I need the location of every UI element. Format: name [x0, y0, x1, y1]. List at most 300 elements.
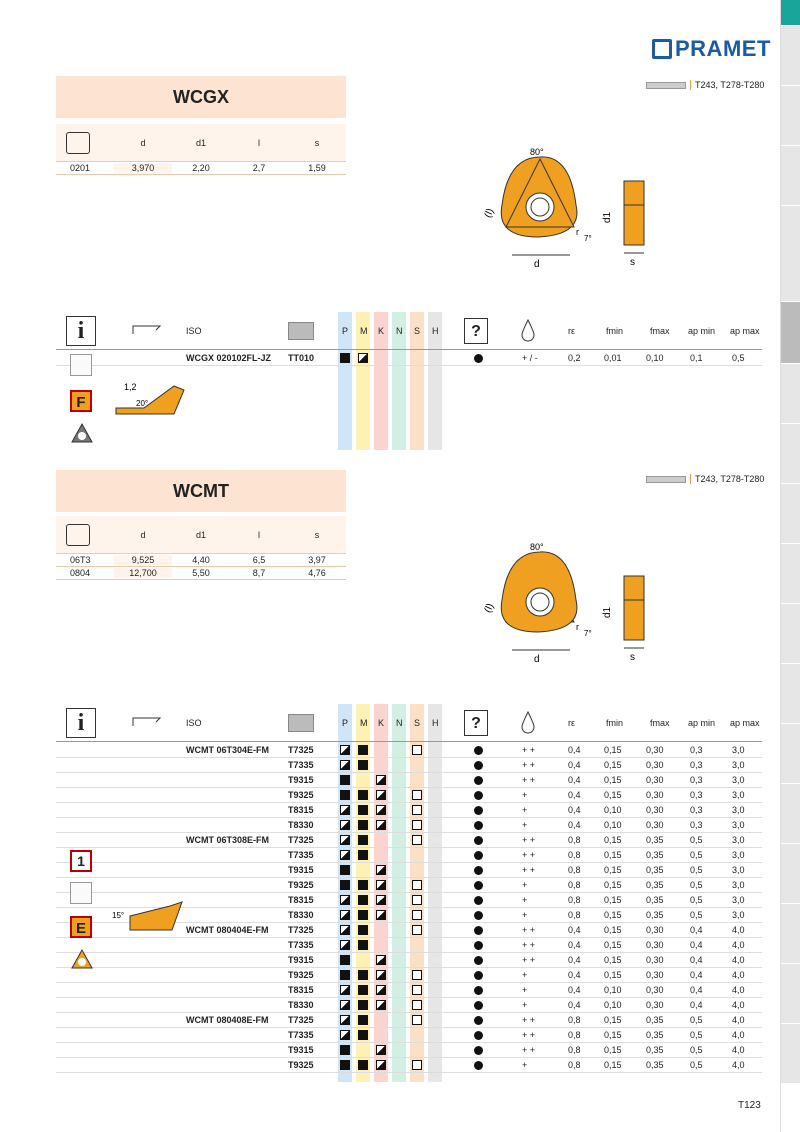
cell-fmin: 0,15: [604, 835, 622, 845]
suitability-mark-p: [340, 805, 350, 815]
cell-fmax: 0,35: [646, 1060, 664, 1070]
table-row: [56, 953, 762, 968]
finishing-icon: [70, 354, 92, 376]
coolant-drop-icon: [520, 318, 536, 342]
table-row: [56, 1058, 762, 1073]
chapter-tab[interactable]: [781, 86, 800, 146]
label-angle: 80°: [530, 147, 544, 157]
grade-texture-icon: [288, 322, 314, 340]
dimension-header: [56, 516, 346, 554]
toolholder-pages: T243, T278-T280: [695, 80, 765, 90]
cell-coat: +: [522, 1000, 528, 1010]
cell-coat: + +: [522, 1030, 536, 1040]
brand-name: PRAMET: [675, 36, 771, 61]
chapter-tab[interactable]: [781, 1024, 800, 1084]
header-m: M: [360, 326, 368, 336]
cell-fmax: 0,30: [646, 805, 664, 815]
dim-header-s: s: [314, 137, 320, 148]
recommended-dot: [474, 761, 483, 770]
dim-d1: 2,20: [192, 163, 210, 173]
suitability-mark-p: [340, 940, 350, 950]
suitability-mark-m: [358, 1030, 368, 1040]
cell-fmax: 0,30: [646, 970, 664, 980]
suitability-mark-p: [340, 880, 350, 890]
dim-header-d1: d1: [195, 137, 206, 148]
cell-iso: WCMT 06T304E-FM: [186, 745, 270, 755]
recommended-dot: [474, 1031, 483, 1040]
brand-logo: [652, 36, 771, 62]
cell-apmax: 4,0: [732, 1045, 745, 1055]
cell-grade: T8315: [288, 985, 314, 995]
dim-header-d: d: [140, 137, 146, 148]
label-angle: 80°: [530, 542, 544, 552]
header-m: M: [360, 718, 368, 728]
suitability-mark-k: [376, 775, 386, 785]
chapter-tab[interactable]: [781, 364, 800, 424]
cell-fmin: 0,15: [604, 895, 622, 905]
cell-apmax: 4,0: [732, 1015, 745, 1025]
header-p: P: [342, 718, 349, 728]
dim-d1: 5,50: [192, 568, 210, 578]
cell-apmax: 3,0: [732, 880, 745, 890]
cell-apmin: 0,3: [690, 820, 703, 830]
cell-apmin: 0,4: [690, 955, 703, 965]
recommended-dot: [474, 354, 483, 363]
cell-grade: T7325: [288, 1015, 314, 1025]
chapter-tab[interactable]: [781, 544, 800, 604]
brand-logo-icon: [652, 39, 672, 59]
recommended-dot: [474, 836, 483, 845]
header-iso: ISO: [186, 326, 202, 336]
suitability-mark-k: [376, 805, 386, 815]
cell-fmax: 0,35: [646, 865, 664, 875]
cell-fmin: 0,15: [604, 970, 622, 980]
cell-apmax: 3,0: [732, 865, 745, 875]
cell-apmin: 0,5: [690, 895, 703, 905]
suitability-mark-s: [412, 925, 422, 935]
dim-d1: 4,40: [192, 555, 210, 565]
dim-size: 0804: [70, 568, 91, 578]
suitability-mark-p: [340, 790, 350, 800]
label-relief: 7°: [584, 629, 592, 638]
cell-coat: + +: [522, 925, 536, 935]
cell-apmax: 0,5: [732, 353, 745, 363]
dim-s: 1,59: [308, 163, 326, 173]
dimension-header: [56, 124, 346, 162]
recommended-dot: [474, 941, 483, 950]
suitability-mark-k: [376, 1060, 386, 1070]
dimension-row: [56, 162, 346, 175]
dim-d: 9,525: [114, 555, 172, 565]
dim-header-l: l: [258, 529, 260, 540]
cell-iso: WCMT 080404E-FM: [186, 925, 269, 935]
cell-fmin: 0,15: [604, 1015, 622, 1025]
header-n: N: [396, 326, 403, 336]
header-fmin: fmin: [606, 326, 624, 336]
cell-apmax: 3,0: [732, 850, 745, 860]
suitability-mark-k: [376, 955, 386, 965]
cell-fmin: 0,15: [604, 910, 622, 920]
recommended-dot: [474, 1046, 483, 1055]
table-row: [56, 351, 762, 366]
suitability-mark-m: [358, 940, 368, 950]
cell-rc: 0,4: [568, 970, 581, 980]
cell-apmin: 0,3: [690, 745, 703, 755]
cell-apmax: 3,0: [732, 805, 745, 815]
chapter-tab[interactable]: [781, 604, 800, 664]
insert-drawing-wcgx: [478, 145, 678, 275]
suitability-mark-k: [376, 970, 386, 980]
cell-fmin: 0,15: [604, 1060, 622, 1070]
cell-apmax: 3,0: [732, 775, 745, 785]
suitability-mark-m: [358, 880, 368, 890]
suitability-mark-k: [376, 1000, 386, 1010]
cell-apmin: 0,5: [690, 1060, 703, 1070]
application-e-icon: E: [70, 916, 92, 938]
cell-apmin: 0,4: [690, 1000, 703, 1010]
cell-rc: 0,8: [568, 895, 581, 905]
table-row: [56, 1043, 762, 1058]
suitability-mark-s: [412, 805, 422, 815]
chapter-tab[interactable]: [781, 146, 800, 206]
cell-grade: T7335: [288, 850, 314, 860]
cell-coat: + +: [522, 850, 536, 860]
suitability-mark-k: [376, 790, 386, 800]
cell-fmax: 0,35: [646, 895, 664, 905]
recommended-dot: [474, 776, 483, 785]
grade-table-wcmt: [56, 704, 762, 1070]
suitability-mark-s: [412, 745, 422, 755]
suitability-mark-p: [340, 820, 350, 830]
question-icon[interactable]: ?: [464, 710, 488, 736]
suitability-mark-s: [412, 835, 422, 845]
cell-coat: +: [522, 895, 528, 905]
cell-grade: T9315: [288, 865, 314, 875]
table-row: [56, 743, 762, 758]
info-icon[interactable]: i: [66, 316, 96, 346]
cell-fmin: 0,15: [604, 955, 622, 965]
cell-fmax: 0,35: [646, 1015, 664, 1025]
cell-apmin: 0,1: [690, 353, 703, 363]
cell-rc: 0,2: [568, 353, 581, 363]
header-s: S: [414, 718, 421, 728]
table-row: [56, 773, 762, 788]
chapter-tab[interactable]: [781, 724, 800, 784]
suitability-mark-s: [412, 820, 422, 830]
cell-fmin: 0,10: [604, 805, 622, 815]
cell-grade: T9325: [288, 790, 314, 800]
suitability-mark-k: [376, 880, 386, 890]
label-relief: 7°: [584, 234, 592, 243]
insert-shape-icon: [56, 132, 114, 154]
suitability-mark-m: [358, 745, 368, 755]
suitability-mark-m: [358, 820, 368, 830]
cell-rc: 0,4: [568, 985, 581, 995]
cell-apmin: 0,5: [690, 910, 703, 920]
chapter-tab[interactable]: [781, 784, 800, 844]
suitability-mark-p: [340, 1015, 350, 1025]
cell-fmin: 0,15: [604, 940, 622, 950]
suitability-mark-p: [340, 910, 350, 920]
cell-grade: T7325: [288, 835, 314, 845]
cell-rc: 0,8: [568, 865, 581, 875]
cell-coat: +: [522, 985, 528, 995]
cell-apmax: 4,0: [732, 970, 745, 980]
suitability-mark-k: [376, 865, 386, 875]
dim-d: 3,970: [114, 163, 172, 173]
cell-apmin: 0,3: [690, 760, 703, 770]
toolholder-reference[interactable]: [646, 80, 764, 90]
operation-one-icon: 1: [70, 850, 92, 872]
cell-apmin: 0,5: [690, 880, 703, 890]
cell-fmin: 0,10: [604, 820, 622, 830]
cell-apmin: 0,3: [690, 805, 703, 815]
table-row: [56, 788, 762, 803]
cell-fmin: 0,15: [604, 760, 622, 770]
cell-rc: 0,4: [568, 745, 581, 755]
table-row: [56, 818, 762, 833]
cell-coat: +: [522, 1060, 528, 1070]
suitability-mark-m: [358, 1015, 368, 1025]
suitability-mark-s: [412, 1060, 422, 1070]
cell-rc: 0,4: [568, 925, 581, 935]
suitability-mark-p: [340, 970, 350, 980]
label-l: (l): [482, 206, 497, 220]
cell-fmax: 0,30: [646, 1000, 664, 1010]
recommended-dot: [474, 911, 483, 920]
table-row: [56, 758, 762, 773]
table-row: [56, 983, 762, 998]
chapter-tab-active[interactable]: [781, 0, 800, 26]
cell-grade: T7335: [288, 760, 314, 770]
suitability-mark-m: [358, 910, 368, 920]
chapter-tab[interactable]: [781, 664, 800, 724]
chapter-tab[interactable]: [781, 484, 800, 544]
label-r: r: [576, 622, 579, 632]
suitability-mark-p: [340, 353, 350, 363]
series-title-wcmt: WCMT: [56, 470, 346, 512]
chapter-tab[interactable]: [781, 206, 800, 302]
cell-rc: 0,4: [568, 1000, 581, 1010]
cell-coat: + +: [522, 775, 536, 785]
suitability-mark-k: [376, 985, 386, 995]
cell-coat: +: [522, 790, 528, 800]
cell-fmin: 0,10: [604, 985, 622, 995]
chapter-tab[interactable]: [781, 964, 800, 1024]
cell-fmax: 0,35: [646, 835, 664, 845]
table-row: [56, 833, 762, 848]
header-p: P: [342, 326, 349, 336]
cell-coat: +: [522, 970, 528, 980]
info-icon[interactable]: i: [66, 708, 96, 738]
grade-table-header: [56, 704, 762, 742]
cell-coat: + +: [522, 760, 536, 770]
cell-apmin: 0,5: [690, 850, 703, 860]
chipbreaker-land: 1,2: [124, 382, 137, 392]
chapter-tab[interactable]: [781, 904, 800, 964]
cell-apmin: 0,5: [690, 1015, 703, 1025]
insert-shape-icon: [56, 524, 114, 546]
cell-rc: 0,8: [568, 1015, 581, 1025]
suitability-mark-p: [340, 865, 350, 875]
rake-icon: [132, 716, 162, 728]
cell-fmin: 0,15: [604, 775, 622, 785]
cell-apmin: 0,5: [690, 865, 703, 875]
header-k: K: [378, 326, 385, 336]
cell-apmin: 0,5: [690, 835, 703, 845]
chapter-tab[interactable]: [781, 844, 800, 904]
cell-grade: T9315: [288, 775, 314, 785]
cell-grade: TT010: [288, 353, 315, 363]
cell-fmin: 0,15: [604, 865, 622, 875]
dimension-table-wcgx: [56, 124, 346, 175]
page-number: T123: [738, 1100, 761, 1111]
cell-rc: 0,4: [568, 940, 581, 950]
cell-iso: WCMT 080408E-FM: [186, 1015, 269, 1025]
cell-apmin: 0,4: [690, 925, 703, 935]
cell-coat: + +: [522, 940, 536, 950]
chapter-tab[interactable]: [781, 26, 800, 86]
cell-grade: T8330: [288, 910, 314, 920]
dim-l: 2,7: [252, 163, 266, 173]
cell-rc: 0,8: [568, 850, 581, 860]
suitability-mark-k: [376, 895, 386, 905]
dim-header-s: s: [314, 529, 320, 540]
recommended-dot: [474, 881, 483, 890]
cell-fmin: 0,15: [604, 1045, 622, 1055]
cell-iso: WCGX 020102FL-JZ: [186, 353, 272, 363]
header-rc: rε: [568, 718, 576, 728]
recommended-dot: [474, 821, 483, 830]
suitability-mark-k: [376, 820, 386, 830]
dim-l: 6,5: [252, 555, 266, 565]
header-h: H: [432, 326, 439, 336]
cell-apmin: 0,3: [690, 790, 703, 800]
recommended-dot: [474, 746, 483, 755]
label-d1: d1: [602, 211, 613, 223]
cell-rc: 0,8: [568, 835, 581, 845]
cell-grade: T9325: [288, 1060, 314, 1070]
cell-fmin: 0,15: [604, 1030, 622, 1040]
cell-grade: T7325: [288, 745, 314, 755]
recommended-dot: [474, 896, 483, 905]
suitability-mark-s: [412, 910, 422, 920]
cell-fmax: 0,30: [646, 940, 664, 950]
cell-fmin: 0,01: [604, 353, 622, 363]
cell-fmax: 0,30: [646, 985, 664, 995]
cell-fmin: 0,10: [604, 1000, 622, 1010]
table-row: [56, 848, 762, 863]
cell-coat: + +: [522, 955, 536, 965]
header-iso: ISO: [186, 718, 202, 728]
recommended-dot: [474, 1016, 483, 1025]
cell-fmin: 0,15: [604, 745, 622, 755]
insert-icon: [70, 948, 94, 972]
cell-fmax: 0,30: [646, 790, 664, 800]
cell-coat: + +: [522, 835, 536, 845]
dim-size: 06T3: [70, 555, 91, 565]
cell-apmax: 4,0: [732, 985, 745, 995]
cell-coat: +: [522, 880, 528, 890]
cell-rc: 0,4: [568, 775, 581, 785]
suitability-mark-s: [412, 895, 422, 905]
suitability-mark-p: [340, 925, 350, 935]
suitability-mark-m: [358, 925, 368, 935]
cell-grade: T9315: [288, 1045, 314, 1055]
recommended-dot: [474, 986, 483, 995]
application-f-icon: F: [70, 390, 92, 412]
label-d: d: [534, 654, 540, 665]
suitability-mark-p: [340, 745, 350, 755]
suitability-mark-p: [340, 760, 350, 770]
suitability-mark-p: [340, 895, 350, 905]
cell-fmax: 0,30: [646, 760, 664, 770]
cell-apmax: 3,0: [732, 820, 745, 830]
suitability-mark-s: [412, 1015, 422, 1025]
toolholder-reference[interactable]: [646, 474, 764, 484]
suitability-mark-m: [358, 1060, 368, 1070]
chipbreaker-angle: 15°: [112, 911, 125, 920]
suitability-mark-p: [340, 1045, 350, 1055]
dim-header-d1: d1: [195, 529, 206, 540]
coolant-drop-icon: [520, 710, 536, 734]
cell-rc: 0,8: [568, 1030, 581, 1040]
cell-apmax: 4,0: [732, 955, 745, 965]
chipbreaker-profile: [114, 380, 194, 416]
label-d1: d1: [602, 606, 613, 618]
insert-icon: [70, 422, 94, 446]
label-r: r: [576, 227, 579, 237]
cell-fmax: 0,10: [646, 353, 664, 363]
cell-rc: 0,4: [568, 760, 581, 770]
cell-fmax: 0,35: [646, 1030, 664, 1040]
chapter-tab-current[interactable]: [781, 302, 800, 364]
suitability-mark-s: [412, 970, 422, 980]
cell-grade: T9325: [288, 970, 314, 980]
toolholder-icon: [646, 82, 686, 89]
suitability-mark-m: [358, 760, 368, 770]
separator: [690, 80, 691, 90]
cell-grade: T7325: [288, 925, 314, 935]
cell-fmin: 0,15: [604, 880, 622, 890]
cell-coat: +: [522, 805, 528, 815]
recommended-dot: [474, 866, 483, 875]
suitability-mark-m: [358, 985, 368, 995]
suitability-mark-k: [376, 1045, 386, 1055]
cell-fmax: 0,30: [646, 820, 664, 830]
grade-table-header: [56, 312, 762, 350]
suitability-mark-p: [340, 775, 350, 785]
cell-coat: +: [522, 910, 528, 920]
cell-iso: WCMT 06T308E-FM: [186, 835, 270, 845]
chipbreaker-profile: [110, 900, 190, 936]
header-k: K: [378, 718, 385, 728]
cell-fmax: 0,35: [646, 910, 664, 920]
question-icon[interactable]: ?: [464, 318, 488, 344]
table-row: [56, 968, 762, 983]
cell-apmax: 3,0: [732, 790, 745, 800]
cell-apmax: 4,0: [732, 1000, 745, 1010]
chapter-tab[interactable]: [781, 424, 800, 484]
cell-coat: + +: [522, 745, 536, 755]
suitability-mark-m: [358, 805, 368, 815]
toolholder-icon: [646, 476, 686, 483]
dim-d: 12,700: [114, 568, 172, 578]
table-row: [56, 998, 762, 1013]
suitability-mark-m: [358, 790, 368, 800]
suitability-mark-s: [412, 985, 422, 995]
header-h: H: [432, 718, 439, 728]
